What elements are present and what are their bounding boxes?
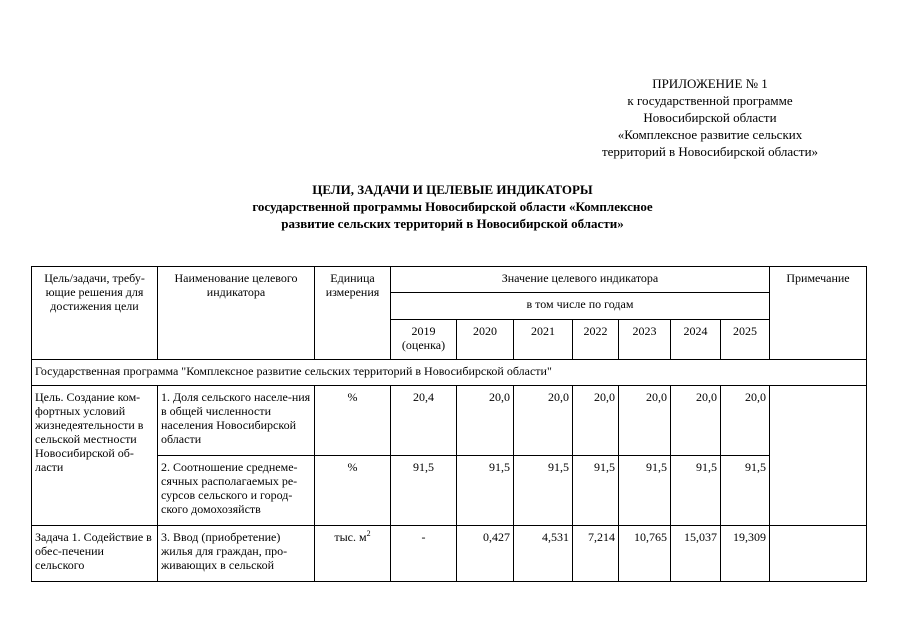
appendix-header: [560, 75, 860, 160]
appendix-line: Новосибирской области: [643, 110, 777, 125]
indicator-cell: 2. Соотношение среднеме-сячных располагаемых ре-сурсов сельского и город-ского домохозяйств: [158, 456, 315, 526]
title-line: ЦЕЛИ, ЗАДАЧИ И ЦЕЛЕВЫЕ ИНДИКАТОРЫ: [312, 182, 593, 197]
header-year: 2020: [457, 320, 514, 360]
unit-superscript: 2: [366, 529, 371, 538]
program-row: Государственная программа "Комплексное развитие сельских территорий в Новосибирской области": [32, 360, 867, 386]
task-cell: Задача 1. Содействие в обес-печении сельского: [32, 526, 158, 582]
value-cell: 91,5: [514, 456, 573, 526]
appendix-line: ПРИЛОЖЕНИЕ № 1: [652, 76, 768, 91]
value-cell: 91,5: [391, 456, 457, 526]
title-line: развитие сельских территорий в Новосибирской области»: [281, 216, 624, 231]
header-year: 2021: [514, 320, 573, 360]
value-cell: 20,0: [619, 386, 671, 456]
value-cell: 10,765: [619, 526, 671, 582]
value-cell: 19,309: [721, 526, 770, 582]
value-cell: 91,5: [671, 456, 721, 526]
header-year: 2024: [671, 320, 721, 360]
indicator-cell: 1. Доля сельского населе-ния в общей численности населения Новосибирской области: [158, 386, 315, 456]
header-goal: Цель/задачи, требу-ющие решения для достижения цели: [32, 267, 158, 360]
goal-cell: Цель. Создание ком-фортных условий жизнедеятельности в сельской местности Новосибирской об-ласти: [32, 386, 158, 526]
unit-cell: %: [315, 386, 391, 456]
header-value: Значение целевого индикатора: [391, 267, 770, 293]
indicator-cell: 3. Ввод (приобретение) жилья для граждан, про-живающих в сельской: [158, 526, 315, 582]
value-cell: 15,037: [671, 526, 721, 582]
value-cell: -: [391, 526, 457, 582]
header-by-years: в том числе по годам: [391, 293, 770, 320]
document-title: [150, 181, 755, 232]
value-cell: 91,5: [619, 456, 671, 526]
value-cell: 20,0: [573, 386, 619, 456]
title-line: государственной программы Новосибирской области «Комплексное: [252, 199, 653, 214]
value-cell: 0,427: [457, 526, 514, 582]
unit-cell: [315, 526, 391, 582]
header-unit: Единица измерения: [315, 267, 391, 360]
appendix-line: территорий в Новосибирской области»: [601, 144, 819, 159]
value-cell: 91,5: [721, 456, 770, 526]
header-year: 2025: [721, 320, 770, 360]
value-cell: 91,5: [457, 456, 514, 526]
value-cell: 20,0: [514, 386, 573, 456]
header-year: 2023: [619, 320, 671, 360]
value-cell: 7,214: [573, 526, 619, 582]
table-row: [32, 386, 867, 456]
header-year: 2022: [573, 320, 619, 360]
value-cell: 4,531: [514, 526, 573, 582]
indicators-table: [31, 266, 867, 582]
header-note: Примечание: [770, 267, 867, 360]
note-cell: [770, 526, 867, 582]
value-cell: 91,5: [573, 456, 619, 526]
header-indicator: Наименование целевого индикатора: [158, 267, 315, 360]
appendix-line: «Комплексное развитие сельских: [617, 127, 803, 142]
unit-text: тыс. м: [334, 530, 367, 544]
appendix-line: к государственной программе: [627, 93, 793, 108]
value-cell: 20,0: [457, 386, 514, 456]
value-cell: 20,0: [671, 386, 721, 456]
unit-cell: %: [315, 456, 391, 526]
table-row: [32, 456, 867, 526]
table-row: [32, 526, 867, 582]
note-cell: [770, 386, 867, 526]
value-cell: 20,4: [391, 386, 457, 456]
value-cell: 20,0: [721, 386, 770, 456]
header-year: 2019 (оценка): [391, 320, 457, 360]
